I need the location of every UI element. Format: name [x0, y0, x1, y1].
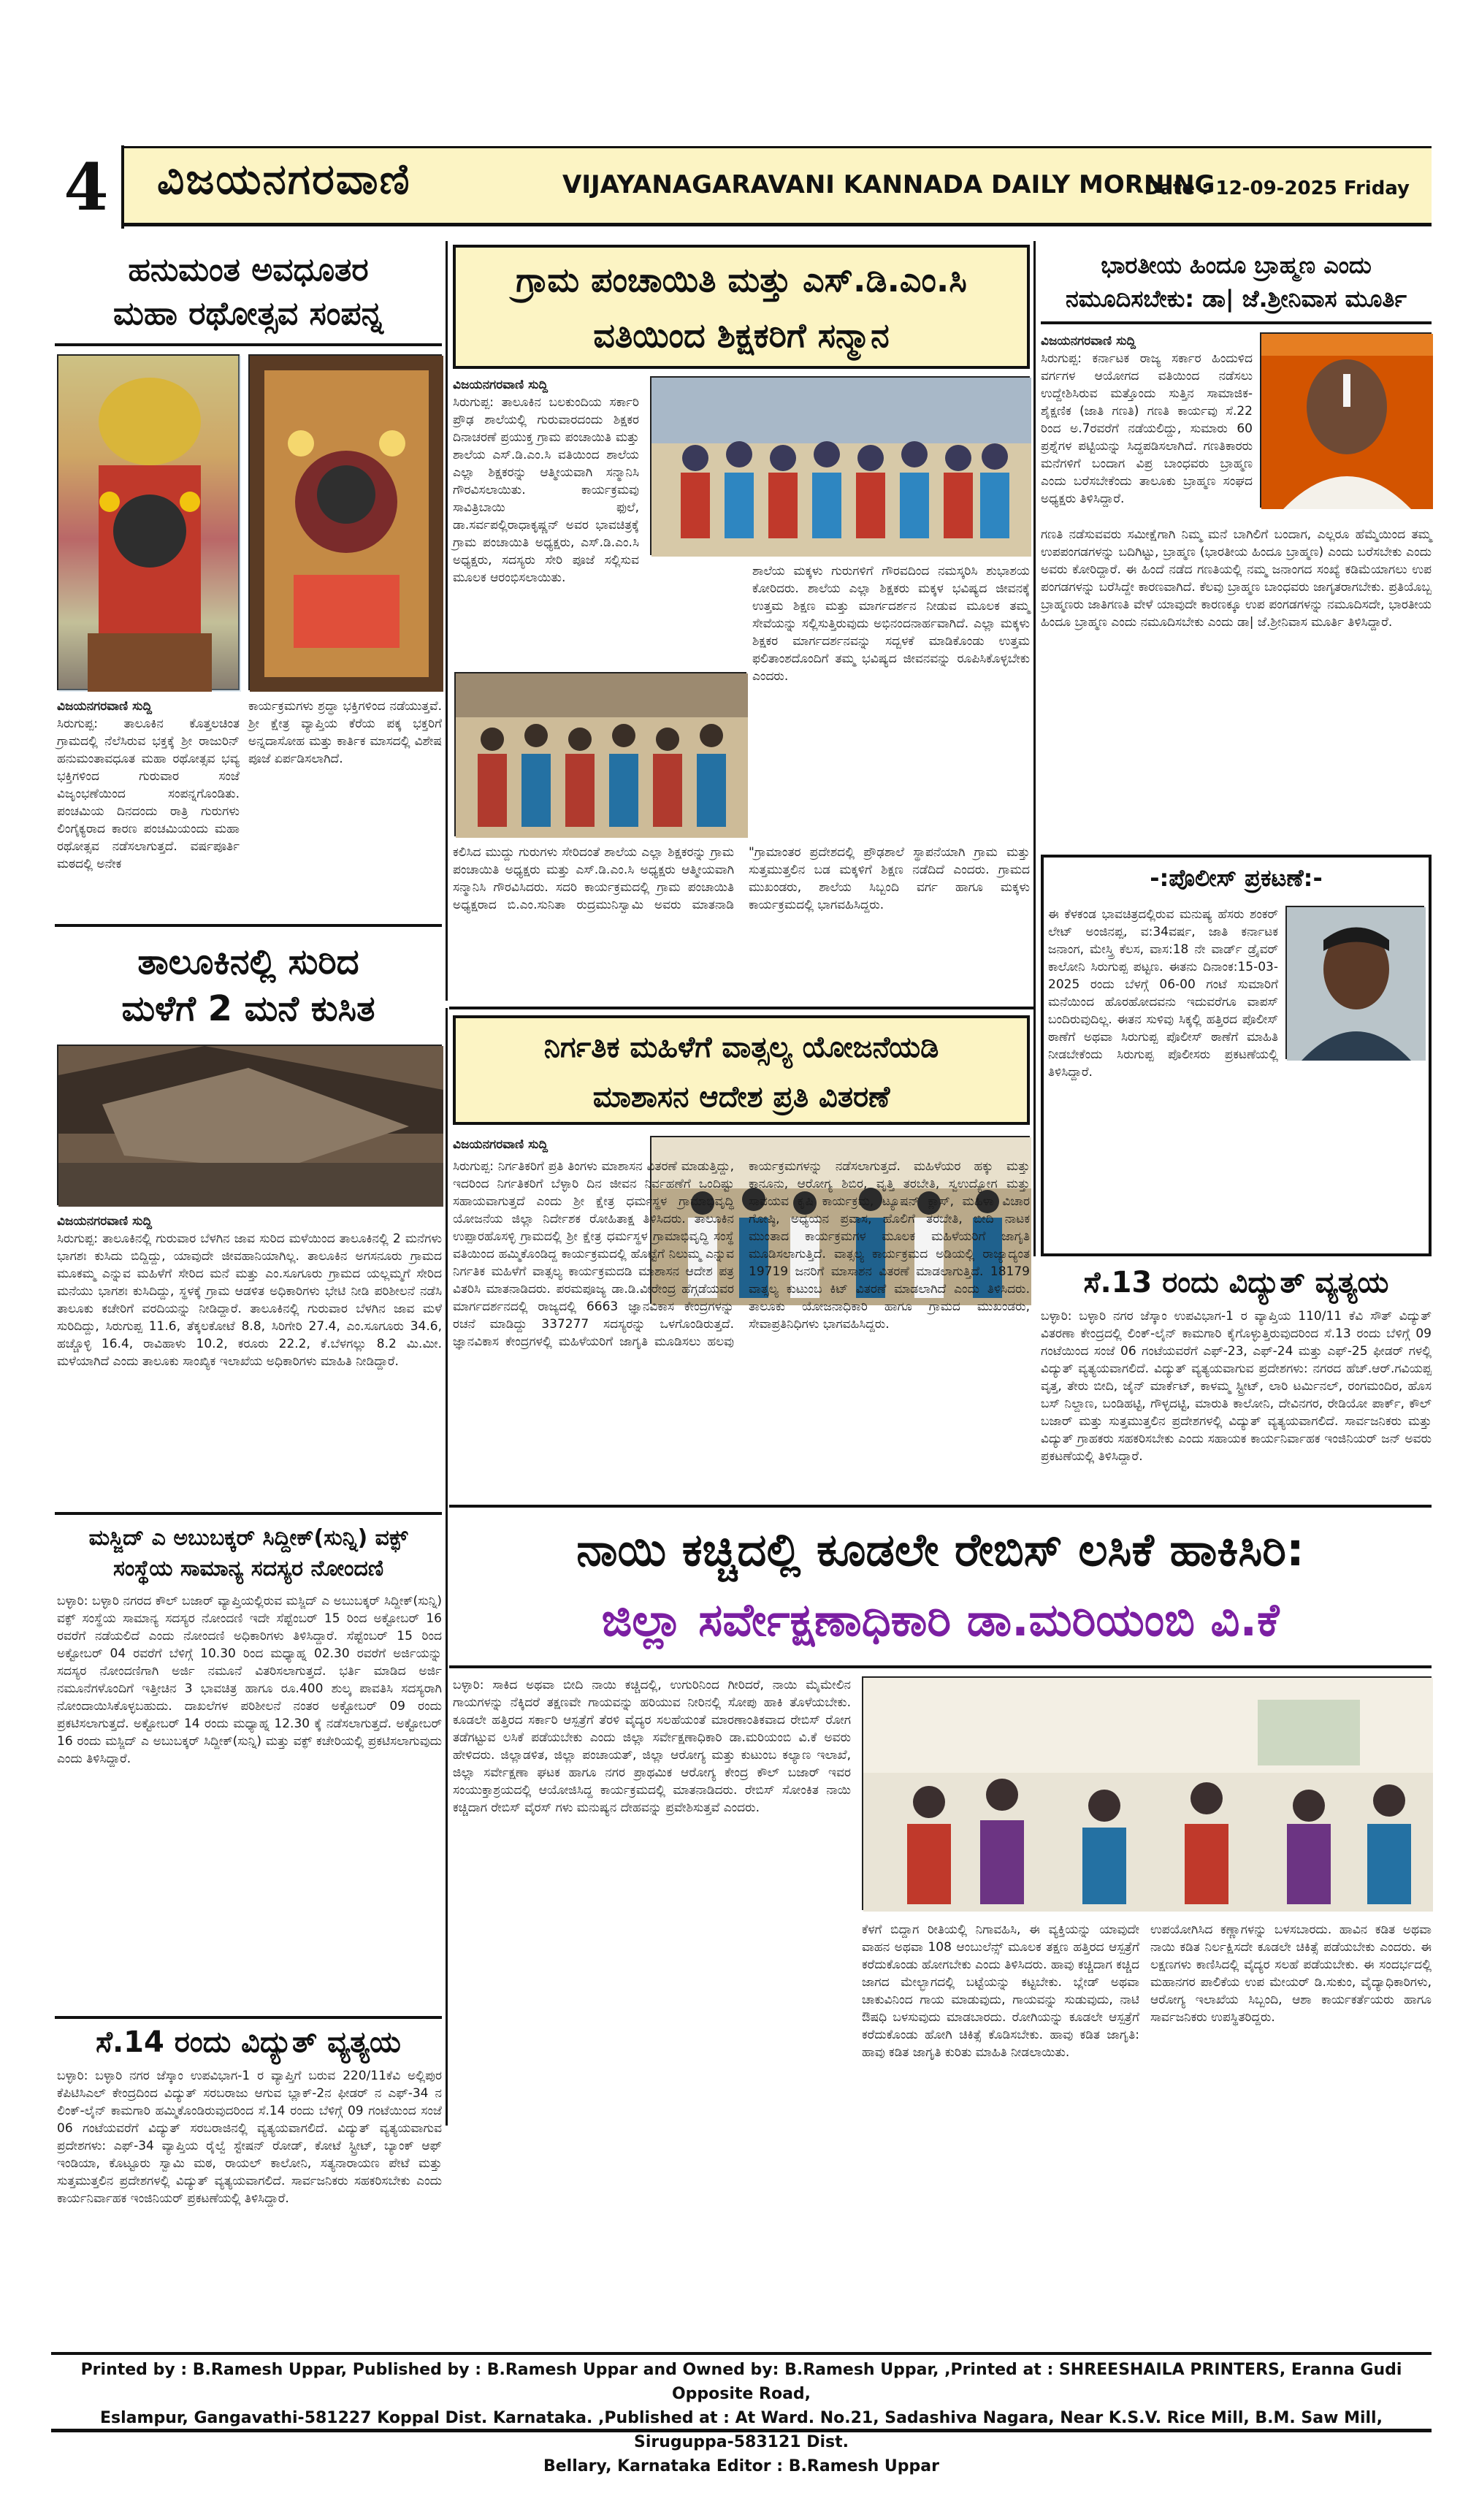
section-divider	[55, 1512, 442, 1515]
group-photo-illustration-2	[456, 673, 748, 838]
headline-underline	[449, 1665, 1432, 1668]
article-naayi-text-3: ಉಪಯೋಗಿಸಿದ ಕಣ್ಣಾಗಳನ್ನು ಬಳಸಬಾರದು. ಹಾವಿನ ಕಡಿತ ಅಥವಾ ನಾಯಿ ಕಡಿತ ನಿರ್ಲಕ್ಷಿಸದೇ ಕೂಡಲೇ ಚಿಕಿತ್ಸೆ ಪಡೆಯಬೇಕು ಎಂದರು. ಈ ಲಕ್ಷಣಗಳು ಕಾಣಿಸಿದಲ್ಲಿ ವೈದ್ಯರ ಸಲಹೆ ಪಡೆಯಬೇಕು. ಈ ಸಂದರ್ಭದಲ್ಲಿ ಮಹಾನಗರ ಪಾಲಿಕೆಯ ಉಪ ಮೇಯರ್ ಡಿ.ಸುಕುಂ, ವೈದ್ಯಾಧಿಕಾರಿಗಳು, ಆರೋಗ್ಯ ಇಲಾಖೆಯ ಸಿಬ್ಬಂದಿ, ಆಶಾ ಕಾರ್ಯಕರ್ತೆಯರು ಹಾಗೂ ಸಾರ್ವಜನಿಕರು ಉಪಸ್ಥಿತರಿದ್ದರು.	[1150, 1923, 1432, 2025]
byline: ವಿಜಯನಗರವಾಣಿ ಸುದ್ದಿ	[57, 699, 153, 714]
article-bharathiya-text-1: ವಿಜಯನಗರವಾಣಿ ಸುದ್ದಿ ಸಿರುಗುಪ್ಪ: ಕರ್ನಾಟಕ ರಾಜ್ಯ ಸರ್ಕಾರ ಹಿಂದುಳಿದ ವರ್ಗಗಳ ಆಯೋಗದ ವತಿಯಿಂದ ನಡೆಸಲು ಉದ್ದೇಶಿಸಿರುವ ಮತ್ತೊಂದು ಸುತ್ತಿನ ಸಾಮಾಜಿಕ-ಶೈಕ್ಷಣಿಕ (ಜಾತಿ ಗಣತಿ) ಗಣತಿ ಕಾರ್ಯವು ಸೆ.22 ರಿಂದ ಅ.7ರವರೆಗೆ ನಡೆಯಲಿದ್ದು, ಸುಮಾರು 60 ಪ್ರಶ್ನೆಗಳ ಪಟ್ಟಿಯನ್ನು ಸಿದ್ಧಪಡಿಸಲಾಗಿದೆ. ಗಣತಿಕಾರರು ಮನೆಗಳಿಗೆ ಬಂದಾಗ ವಿಪ್ರ ಬಾಂಧವರು ಬ್ರಾಹ್ಮಣ ಎಂದು ಬರೆಸಬೇಕೆಂದು ತಾಲೂಕು ಬ್ರಾಹ್ಮಣ ಸಂಘದ ಅಧ್ಯಕ್ಷರು ತಿಳಿಸಿದ್ದಾರೆ.	[1041, 334, 1253, 506]
deity-illustration	[250, 356, 443, 692]
missing-person-illustration	[1287, 907, 1426, 1061]
headline-bharathiya: ಭಾರತೀಯ ಹಿಂದೂ ಬ್ರಾಹ್ಮಣ ಎಂದು ನಮೂದಿಸಬೇಕು: ಡಾ| ಜೆ.ಶ್ರೀನಿವಾಸ ಮೂರ್ತಿ	[1066, 251, 1407, 313]
byline: ವಿಜಯನಗರವಾಣಿ ಸುದ್ದಿ	[57, 1214, 153, 1229]
article-talukinalli-text: ವಿಜಯನಗರವಾಣಿ ಸುದ್ದಿ ಸಿರುಗುಪ್ಪ: ತಾಲೂಕಿನಲ್ಲಿ ಗುರುವಾರ ಬೆಳಗಿನ ಜಾವ ಸುರಿದ ಮಳೆಯಿಂದ ತಾಲೂಕಿನಲ್ಲಿ 2 ಮನೆಗಳು ಭಾಗಶಃ ಕುಸಿದು ಬಿದ್ದಿದ್ದು, ಯಾವುದೇ ಜೀವಹಾನಿಯಾಗಿಲ್ಲ. ತಾಲೂಕಿನ ಅಗಸನೂರು ಗ್ರಾಮದ ಮೂಕಮ್ಮ ಎನ್ನುವ ಮಹಿಳೆಗೆ ಸೇರಿದ ಮನೆ ಮತ್ತು ಎಂ.ಸೂಗೂರು ಗ್ರಾಮದ ಯಲ್ಲಮ್ಮಗೆ ಸೇರಿದ ಮನೆಯು ಭಾಗಶಃ ಕುಸಿದಿದ್ದು, ಸ್ಥಳಕ್ಕೆ ಗ್ರಾಮ ಆಡಳಿತ ಅಧಿಕಾರಿಗಳು ಭೇಟಿ ನೀಡಿ ಪರಿಶೀಲನೆ ನಡೆಸಿ ತಾಲೂಕು ಕಚೇರಿಗೆ ವರದಿಯನ್ನು ನೀಡಿದ್ದಾರೆ. ತಾಲೂಕಿನಲ್ಲಿ ಗುರುವಾರ ಬೆಳಗಿನ ಜಾವ ಮಳೆ ಸುರಿದಿದ್ದು, ಸಿರುಗುಪ್ಪ 11.6, ತೆಕ್ಕಲಕೋಟೆ 8.8, ಸಿರಿಗೇರಿ 27.4, ಎಂ.ಸೂಗೂರು 34.6, ಹಚ್ಚೊಳ್ಳಿ 16.4, ರಾವಿಹಾಳು 10.2, ಕರೂರು 22.2, ಕೆ.ಬೆಳಗಲ್ಲು 8.2 ಮಿ.ಮೀ. ಮಳೆಯಾಗಿದೆ ಎಂದು ತಾಲೂಕು ಸಾಂಖ್ಯಿಕ ಇಲಾಖೆಯ ಅಧಿಕಾರಿಗಳು ಮಾಹಿತಿ ನೀಡಿದ್ದಾರೆ.	[57, 1214, 442, 1369]
footer-line-2: Eslampur, Gangavathi-581227 Koppal Dist. Karnataka. ,Published at : At Ward. No.21, Sadashiva Nagara, Near K.S.V. Rice Mill, B.M. Saw Mill, Siruguppa-583121 Dist.	[100, 2409, 1383, 2451]
issue-date: Date : 12-09-2025 Friday	[1144, 177, 1410, 199]
headline-police: -:ಪೊಲೀಸ್ ಪ್ರಕಟಣೆ:-	[1150, 864, 1323, 892]
headline-underline	[1041, 321, 1432, 324]
headline-nirgathika: ನಿರ್ಗತಿಕ ಮಹಿಳೆಗೆ ವಾತ್ಸಲ್ಯ ಯೋಜನೆಯಡಿ ಮಾಶಾಸನ ಆದೇಶ ಪ್ರತಿ ವಿತರಣೆ	[453, 1015, 1030, 1125]
photo-collapsed-house	[57, 1045, 442, 1205]
column-divider	[446, 241, 448, 1001]
byline: ವಿಜಯನಗರವಾಣಿ ಸುದ್ದಿ	[453, 378, 549, 392]
section-divider	[449, 1505, 1432, 1508]
photo-teachers-felicitation	[650, 376, 1030, 555]
masthead	[51, 146, 1432, 226]
collapsed-house-illustration	[58, 1046, 443, 1207]
newspaper-title-kannada: ವಿಜಯನಗರವಾಣಿ	[157, 154, 411, 204]
article-nirgathika-text: ಸಿರುಗುಪ್ಪ: ನಿರ್ಗತಿಕರಿಗೆ ಪ್ರತಿ ತಿಂಗಳು ಮಾಶಾಸನ ವಿತರಣೆ ಮಾಡುತ್ತಿದ್ದು, ಇದರಿಂದ ನಿರ್ಗತಿಕರಿಗೆ ಬೆಳ್ಳಾರಿ ದಿನ ಜೀವನ ನಿರ್ವಹಣೆಗೆ ಒಂದಿಷ್ಟು ಸಹಾಯವಾಗುತ್ತದೆ ಎಂದು ಶ್ರೀ ಕ್ಷೇತ್ರ ಧರ್ಮಸ್ಥಳ ಗ್ರಾಮಾಭಿವೃದ್ಧಿ ಯೋಜನೆಯ ಜಿಲ್ಲಾ ನಿರ್ದೇಶಕ ರೋಹಿತಾಕ್ಷ ತಿಳಿಸಿದರು. ತಾಲೂಕಿನ ಉಪ್ಪಾರಹೊಸಳ್ಳಿ ಗ್ರಾಮದಲ್ಲಿ ಶ್ರೀ ಕ್ಷೇತ್ರ ಧರ್ಮಸ್ಥಳ ಗ್ರಾಮಾಭಿವೃದ್ಧಿ ಸಂಸ್ಥೆ ವತಿಯಿಂದ ಹಮ್ಮಿಕೊಂಡಿದ್ದ ಕಾರ್ಯಕ್ರಮದಲ್ಲಿ ಹೊಟ್ಟೆಗೆ ನಿಲುಮ್ಮ ಎನ್ನುವ ನಿರ್ಗತಿಕ ಮಹಿಳೆಗೆ ವಾತ್ಸಲ್ಯ ಕಾರ್ಯಕ್ರಮದಡಿ ಮಾಶಾಸನ ಆದೇಶ ಪತ್ರ ವಿತರಿಸಿ ಮಾತನಾಡಿದರು. ಪರಮಪೂಜ್ಯ ಡಾ.ಡಿ.ವೀರೇಂದ್ರ ಹೆಗ್ಗಡೆಯವರ ಮಾರ್ಗದರ್ಶನದಲ್ಲಿ ರಾಜ್ಯದಲ್ಲಿ 6663 ಜ್ಞಾನವಿಕಾಸ ಕೇಂದ್ರಗಳನ್ನು ರಚನೆ ಮಾಡಿದ್ದು 337277 ಸದಸ್ಯರನ್ನು ಒಳಗೊಂಡಿರುತ್ತದೆ. ಜ್ಞಾನವಿಕಾಸ ಕೇಂದ್ರಗಳಲ್ಲಿ ಮಹಿಳೆಯರಿಗೆ ಜಾಗೃತಿ ಮೂಡಿಸಲು ಹಲವು ಕಾರ್ಯಕ್ರಮಗಳನ್ನು ನಡೆಸಲಾಗುತ್ತದೆ. ಮಹಿಳೆಯರ ಹಕ್ಕು ಮತ್ತು ಕಾನೂನು, ಆರೋಗ್ಯ ಶಿಬಿರ, ವೃತ್ತಿ ತರಬೇತಿ, ಸ್ವಉದ್ಯೋಗ ಮತ್ತು ಸಾವಯವ ಕೃಷಿ ಕಾರ್ಯಕ್ರಮ, ಟ್ಯೂಷನ್ ಕ್ಲಾಸ್, ಮಹಿಳಾ ವಿಚಾರ ಗೋಷ್ಠಿ, ಅಧ್ಯಯನ ಪ್ರವಾಸ, ಹೊಲಿಗೆ ತರಬೇತಿ, ಬೀದಿ ನಾಟಕ ಮುಂತಾದ ಕಾರ್ಯಕ್ರಮಗಳ ಮೂಲಕ ಮಹಿಳೆಯರಿಗೆ ಜಾಗೃತಿ ಮೂಡಿಸಲಾಗುತ್ತಿದೆ. ವಾತ್ಸಲ್ಯ ಕಾರ್ಯಕ್ರಮದ ಅಡಿಯಲ್ಲಿ ರಾಜ್ಯಾದ್ಯಂತ 19719 ಜನರಿಗೆ ಮಾಸಾಶನ ವಿತರಣೆ ಮಾಡಲಾಗುತ್ತಿದೆ. 18179 ವಾತ್ಸಲ್ಯ ಕುಟುಂಬ ಕಿಟ್ ವಿತರಣೆ ಮಾಡಲಾಗಿದೆ ಎಂದು ತಿಳಿಸಿದರು. ತಾಲೂಕು ಯೋಜನಾಧಿಕಾರಿ ಹಾಗೂ ಗ್ರಾಮದ ಮುಖಂಡರು, ಸೇವಾಪ್ರತಿನಿಧಿಗಳು ಭಾಗವಹಿಸಿದ್ದರು.	[453, 1159, 1030, 1349]
article-masjid-text: ಬಳ್ಳಾರಿ: ಬಳ್ಳಾರಿ ನಗರದ ಕೌಲ್ ಬಜಾರ್ ವ್ಯಾಪ್ತಿಯಲ್ಲಿರುವ ಮಸ್ಜಿದ್ ಎ ಅಬುಬಕ್ಕರ್ ಸಿದ್ದೀಕ್(ಸುನ್ನಿ) ವಕ್ಫ್ ಸಂಸ್ಥೆಯ ಸಾಮಾನ್ಯ ಸದಸ್ಯರ ನೋಂದಣಿ ಇದೇ ಸೆಪ್ಟೆಂಬರ್ 15 ರಿಂದ ಅಕ್ಟೋಬರ್ 16 ರವರೆಗೆ ನಡೆಯಲಿದೆ ಎಂದು ನೋಂದಣಿ ಅಧಿಕಾರಿಗಳು ತಿಳಿಸಿದ್ದಾರೆ. ಸೆಪ್ಟೆಂಬರ್ 15 ರಿಂದ ಅಕ್ಟೋಬರ್ 04 ರವರೆಗೆ ಬೆಳಿಗ್ಗೆ 10.30 ರಿಂದ ಮಧ್ಯಾಹ್ನ 02.30 ರವರೆಗೆ ಅರ್ಜಿಯನ್ನು ಸದಸ್ಯರ ನೋಂದಣಿಗಾಗಿ ಅರ್ಜಿ ನಮೂನೆ ವಿತರಿಸಲಾಗುತ್ತದೆ. ಭರ್ತಿ ಮಾಡಿದ ಅರ್ಜಿ ನಮೂನೆಗಳೊಂದಿಗೆ ಇತ್ತೀಚಿನ 3 ಭಾವಚಿತ್ರ ಹಾಗೂ ರೂ.400 ಶುಲ್ಕ ಪಾವತಿಸಿ ಸದಸ್ಯರಾಗಿ ನೋಂದಾಯಿಸಿಕೊಳ್ಳಬಹುದು. ದಾಖಲೆಗಳ ಪರಿಶೀಲನೆ ನಂತರ ಅಕ್ಟೋಬರ್ 09 ರಂದು ಪ್ರಕಟಿಸಲಾಗುತ್ತದೆ. ಅಕ್ಟೋಬರ್ 14 ರಂದು ಮಧ್ಯಾಹ್ನ 12.30 ಕ್ಕೆ ನಡೆಸಲಾಗುತ್ತದೆ. ಅಕ್ಟೋಬರ್ 16 ರಂದು ಮಸ್ಜಿದ್ ಎ ಅಬುಬಕ್ಕರ್ ಸಿದ್ದೀಕ್(ಸುನ್ನಿ) ಮತ್ತು ವಕ್ಫ್ ಕಚೇರಿಯಲ್ಲಿ ಪ್ರಕಟಿಸಲಾಗುವುದು ಎಂದು ತಿಳಿಸಿದ್ದಾರೆ.	[57, 1594, 442, 1766]
headline-grama: ಗ್ರಾಮ ಪಂಚಾಯಿತಿ ಮತ್ತು ಎಸ್.ಡಿ.ಎಂ.ಸಿ ವತಿಯಿಂದ ಶಿಕ್ಷಕರಿಗೆ ಸನ್ಮಾನ	[453, 245, 1030, 369]
section-divider	[55, 2016, 442, 2019]
headline-underline	[55, 343, 442, 346]
footer-line-3: Bellary, Karnataka Editor : B.Ramesh Uppar	[543, 2457, 939, 2475]
photo-deity	[248, 354, 442, 690]
article-bharathiya-text-2: ಗಣತಿ ನಡೆಸುವವರು ಸಮೀಕ್ಷೆಗಾಗಿ ನಿಮ್ಮ ಮನೆ ಬಾಗಿಲಿಗೆ ಬಂದಾಗ, ಎಲ್ಲರೂ ಹೆಮ್ಮೆಯಿಂದ ತಮ್ಮ ಉಪಪಂಗಡಗಳನ್ನು ಬದಿಗಿಟ್ಟು, ಬ್ರಾಹ್ಮಣ (ಭಾರತೀಯ ಹಿಂದೂ ಬ್ರಾಹ್ಮಣ) ಎಂದು ಬರೆಸಬೇಕು ಎಂದು ಅವರು ಕೋರಿದ್ದಾರೆ. ಈ ಹಿಂದೆ ನಡೆದ ಗಣತಿಯಲ್ಲಿ ನಮ್ಮ ಜನಾಂಗದ ಸಂಖ್ಯೆ ಕಡಿಮೆಯಾಗಲು ಉಪ ಪಂಗಡಗಳನ್ನು ಬರೆಸಿದ್ದೇ ಕಾರಣವಾಗಿದೆ. ಕೆಲವು ಬ್ರಾಹ್ಮಣ ಬಾಂಧವರು ಜಾಗೃತರಾಗಬೇಕು. ಪ್ರತಿಯೊಬ್ಬ ಬ್ರಾಹ್ಮಣರು ಜಾತಿಗಣತಿ ವೇಳೆ ಯಾವುದೇ ಕಾರಣಕ್ಕೂ ಉಪ ಪಂಗಡಗಳನ್ನು ನಮೂದಿಸದೇ, ಭಾರತೀಯ ಹಿಂದೂ ಬ್ರಾಹ್ಮಣ ಎಂದು ನಮೂದಿಸಬೇಕು ಎಂದು ಡಾ| ಜೆ.ಶ್ರೀನಿವಾಸ ಮೂರ್ತಿ ತಿಳಿಸಿದ್ದಾರೆ.	[1041, 527, 1432, 630]
article-police-text: ಈ ಕೆಳಕಂಡ ಭಾವಚಿತ್ರದಲ್ಲಿರುವ ಮನುಷ್ಯ ಹೆಸರು ಶಂಕರ್ ಲೇಟ್ ಅಂಜಿನಪ್ಪ, ವ:34ವರ್ಷ, ಜಾತಿ ಕರ್ನಾಟಕ ಜನಾಂಗ, ಮೇಸ್ತ್ರಿ ಕೆಲಸ, ವಾಸ:18 ನೇ ವಾರ್ಡ್ ಡ್ರೈವರ್ ಕಾಲೋನಿ ಸಿರುಗುಪ್ಪ ಪಟ್ಟಣ. ಈತನು ದಿನಾಂಕ:15-03-2025 ರಂದು ಬೆಳಗ್ಗೆ 06-00 ಗಂಟೆ ಸುಮಾರಿಗೆ ಮನೆಯಿಂದ ಹೊರಹೋದವನು ಇದುವರೆಗೂ ವಾಪಸ್ ಬಂದಿರುವುದಿಲ್ಲ. ಈತನ ಸುಳಿವು ಸಿಕ್ಕಲ್ಲಿ ಹತ್ತಿರದ ಪೊಲೀಸ್ ಠಾಣೆಗೆ ಅಥವಾ ಸಿರುಗುಪ್ಪ ಪೊಲೀಸ್ ಠಾಣೆಗೆ ಮಾಹಿತಿ ನೀಡಬೇಕೆಂದು ಸಿರುಗುಪ್ಪ ಪೊಲೀಸರು ಪ್ರಕಟಣೆಯಲ್ಲಿ ತಿಳಿಸಿದ್ದಾರೆ.	[1048, 907, 1278, 1080]
article-s14-text: ಬಳ್ಳಾರಿ: ಬಳ್ಳಾರಿ ನಗರ ಜೆಸ್ಕಾಂ ಉಪವಿಭಾಗ-1 ರ ವ್ಯಾಪ್ತಿಗೆ ಬರುವ 220/11ಕೆವಿ ಅಲ್ಲಿಪುರ ಕೆಪಿಟಿಸಿಎಲ್ ಕೇಂದ್ರದಿಂದ ವಿದ್ಯುತ್ ಸರಬರಾಜು ಆಗುವ ಬ್ಲಾಕ್-2ನ ಫೀಡರ್ ನ ಎಫ್-34 ನ ಲಿಂಕ್-ಲೈನ್ ಕಾಮಗಾರಿ ಹಮ್ಮಿಕೊಂಡಿರುವುದರಿಂದ ಸೆ.14 ರಂದು ಬೆಳಿಗ್ಗೆ 09 ಗಂಟೆಯಿಂದ ಸಂಜೆ 06 ಗಂಟೆಯವರೆಗೆ ವಿದ್ಯುತ್ ಸರಬರಾಜಿನಲ್ಲಿ ವ್ಯತ್ಯಯವಾಗಲಿದೆ. ವಿದ್ಯುತ್ ವ್ಯತ್ಯಯವಾಗುವ ಪ್ರದೇಶಗಳು: ಎಫ್-34 ವ್ಯಾಪ್ತಿಯ ರೈಲ್ವೆ ಸ್ಟೇಷನ್ ರೋಡ್, ಕೋಟೆ ಸ್ಟ್ರೀಟ್, ಬ್ಯಾಂಕ್ ಆಫ್ ಇಂಡಿಯಾ, ಕೊಟ್ಟೂರು ಸ್ವಾಮಿ ಮಠ, ರಾಯಲ್ ಕಾಲೋನಿ, ಸತ್ಯನಾರಾಯಣ ಪೇಟೆ ಮತ್ತು ಸುತ್ತಮುತ್ತಲಿನ ಪ್ರದೇಶಗಳಲ್ಲಿ ವಿದ್ಯುತ್ ವ್ಯತ್ಯಯವಾಗಲಿದೆ. ಸಾರ್ವಜನಿಕರು ಸಹಕರಿಸಬೇಕು ಎಂದು ಕಾರ್ಯನಿರ್ವಾಹಕ ಇಂಜಿನಿಯರ್ ಪ್ರಕಟಣೆಯಲ್ಲಿ ತಿಳಿಸಿದ್ದಾರೆ.	[57, 2069, 442, 2206]
headline-s14: ಸೆ.14 ರಂದು ವಿದ್ಯುತ್ ವ್ಯತ್ಯಯ	[96, 2025, 401, 2059]
article-naayi-text-2: ಕೆಳಗೆ ಬಿದ್ದಾಗ ರೀತಿಯಲ್ಲಿ ನಿಗಾವಹಿಸಿ, ಈ ವ್ಯಕ್ತಿಯನ್ನು ಯಾವುದೇ ವಾಹನ ಅಥವಾ 108 ಆಂಬುಲೆನ್ಸ್ ಮೂಲಕ ತಕ್ಷಣ ಹತ್ತಿರದ ಆಸ್ಪತ್ರೆಗೆ ಕರೆದುಕೊಂಡು ಹೋಗಬೇಕು ಎಂದು ತಿಳಿಸಿದರು. ಹಾವು ಕಚ್ಚಿದಾಗ ಕಚ್ಚಿದ ಜಾಗದ ಮೇಲ್ಭಾಗದಲ್ಲಿ ಬಟ್ಟೆಯನ್ನು ಕಟ್ಟಬೇಕು. ಬ್ಲೇಡ್ ಅಥವಾ ಚಾಕುವಿನಿಂದ ಗಾಯ ಮಾಡುವುದು, ಗಾಯವನ್ನು ಸುಡುವುದು, ನಾಟಿ ಔಷಧಿ ಬಳಸುವುದು ಮಾಡಬಾರದು. ರೋಗಿಯನ್ನು ಕೂಡಲೇ ಆಸ್ಪತ್ರೆಗೆ ಕರೆದುಕೊಂಡು ಹೋಗಿ ಚಿಕಿತ್ಸೆ ಕೊಡಿಸಬೇಕು. ಹಾವು ಕಡಿತ ಜಾಗೃತಿ: ಹಾವು ಕಡಿತ ಜಾಗೃತಿ ಕುರಿತು ಮಾಹಿತಿ ನೀಡಲಾಯಿತು.	[862, 1923, 1139, 2060]
footer-line-1: Printed by : B.Ramesh Uppar, Published by : B.Ramesh Uppar and Owned by: B.Ramesh Uppar, ,Printed at : SHREESHAILA PRINTERS, Eranna Gudi Opposite Road,	[80, 2361, 1402, 2403]
column-divider	[446, 1008, 448, 2126]
chariot-illustration	[58, 356, 241, 692]
photo-chariot	[57, 354, 240, 690]
group-photo-illustration	[651, 378, 1031, 557]
page-number: 4	[51, 145, 124, 229]
byline: ವಿಜಯನಗರವಾಣಿ ಸುದ್ದಿ	[453, 1137, 549, 1152]
section-divider	[55, 924, 442, 927]
headline-naayi: ನಾಯಿ ಕಚ್ಚಿದಲ್ಲಿ ಕೂಡಲೇ ರೇಬಿಸ್ ಲಸಿಕೆ ಹಾಕಿಸಿರಿ: ಜಿಲ್ಲಾ ಸರ್ವೇಕ್ಷಣಾಧಿಕಾರಿ ಡಾ.ಮರಿಯಂಬಿ ವಿ.ಕೆ	[576, 1523, 1304, 1646]
awareness-program-illustration	[863, 1678, 1433, 1912]
article-hanumantha-text-right: ಕಾರ್ಯಕ್ರಮಗಳು ಶ್ರದ್ಧಾ ಭಕ್ತಿಗಳಿಂದ ನಡೆಯುತ್ತವೆ. ಶ್ರೀ ಕ್ಷೇತ್ರ ವ್ಯಾಪ್ತಿಯ ಕೆರೆಯ ಪಕ್ಕ ಭಕ್ತರಿಗೆ ಅನ್ನದಾಸೋಹ ಮತ್ತು ಕಾರ್ತಿಕ ಮಾಸದಲ್ಲಿ ವಿಶೇಷ ಪೂಜೆ ಏರ್ಪಡಿಸಲಾಗಿದೆ.	[248, 699, 442, 766]
section-divider	[449, 1007, 1033, 1009]
article-grama-text-3	[752, 672, 1030, 836]
column-divider	[1033, 241, 1036, 1256]
article-naayi-text-1: ಬಳ್ಳಾರಿ: ಸಾಕಿದ ಅಥವಾ ಬೀದಿ ನಾಯಿ ಕಚ್ಚಿದಲ್ಲಿ, ಉಗುರಿನಿಂದ ಗೀರಿದರೆ, ನಾಯಿ ಮೈಮೇಲಿನ ಗಾಯಗಳನ್ನು ನೆಕ್ಕಿದರೆ ತಕ್ಷಣವೇ ಗಾಯವನ್ನು ಹರಿಯುವ ನೀರಿನಲ್ಲಿ ಸೋಪು ಹಾಕಿ ತೊಳೆಯಬೇಕು. ಕೂಡಲೇ ಹತ್ತಿರದ ಸರ್ಕಾರಿ ಆಸ್ಪತ್ರೆಗೆ ತೆರಳಿ ವೈದ್ಯರ ಸಲಹೆಯಂತೆ ಮಾರಣಾಂತಿಕವಾದ ರೇಬಿಸ್ ರೋಗ ತಡೆಗಟ್ಟುವ ಲಸಿಕೆ ಪಡೆಯಬೇಕು ಎಂದು ಜಿಲ್ಲಾ ಸರ್ವೇಕ್ಷಣಾಧಿಕಾರಿ ಡಾ.ಮರಿಯಂಬಿ ವಿ.ಕೆ ಅವರು ಹೇಳಿದರು. ಜಿಲ್ಲಾಡಳಿತ, ಜಿಲ್ಲಾ ಪಂಚಾಯತ್, ಜಿಲ್ಲಾ ಆರೋಗ್ಯ ಮತ್ತು ಕುಟುಂಬ ಕಲ್ಯಾಣ ಇಲಾಖೆ, ಜಿಲ್ಲಾ ಸರ್ವೇಕ್ಷಣಾ ಘಟಕ ಹಾಗೂ ನಗರ ಪ್ರಾಥಮಿಕ ಆರೋಗ್ಯ ಕೇಂದ್ರ ಕೌಲ್ ಬಜಾರ್ ಇವರ ಸಂಯುಕ್ತಾಶ್ರಯದಲ್ಲಿ ಆಯೋಜಿಸಿದ್ದ ಕಾರ್ಯಕ್ರಮದಲ್ಲಿ ಮಾತನಾಡಿದರು. ರೇಬಿಸ್ ಸೋಂಕಿತ ನಾಯಿ ಕಚ್ಚಿದಾಗ ರೇಬಿಸ್ ವೈರಸ್ ಗಳು ಮನುಷ್ಯನ ದೇಹವನ್ನು ಪ್ರವೇಶಿಸುತ್ತವೆ ಎಂದರು.	[453, 1678, 851, 1815]
photo-rabies-awareness	[862, 1676, 1432, 1910]
headline-hanumantha: ಹನುಮಂತ ಅವಧೂತರ ಮಹಾ ರಥೋತ್ಸವ ಸಂಪನ್ನ	[113, 251, 383, 332]
headline-s13: ಸೆ.13 ರಂದು ವಿದ್ಯುತ್ ವ್ಯತ್ಯಯ	[1083, 1266, 1389, 1299]
photo-felicitation-2	[454, 672, 746, 836]
article-grama-text-2b	[453, 562, 741, 665]
article-grama-text-4: ಕಲಿಸಿದ ಮುದ್ದು ಗುರುಗಳು ಸೇರಿದಂತೆ ಶಾಲೆಯ ಎಲ್ಲಾ ಶಿಕ್ಷಕರನ್ನು ಗ್ರಾಮ ಪಂಚಾಯಿತಿ ಅಧ್ಯಕ್ಷರು ಮತ್ತು ಎಸ್.ಡಿ.ಎಂ.ಸಿ ಅಧ್ಯಕ್ಷರು ಆತ್ಮೀಯವಾಗಿ ಸನ್ಮಾನಿಸಿ ಗೌರವಿಸಿದರು. ಸದರಿ ಕಾರ್ಯಕ್ರಮದಲ್ಲಿ ಗ್ರಾಮ ಪಂಚಾಯಿತಿ ಅಧ್ಯಕ್ಷರಾದ ಬಿ.ಎಂ.ಸುನಿತಾ ರುದ್ರಮುನಿಸ್ವಾಮಿ ಅವರು ಮಾತನಾಡಿ "ಗ್ರಾಮಾಂತರ ಪ್ರದೇಶದಲ್ಲಿ ಪ್ರೌಢಶಾಲೆ ಸ್ಥಾಪನೆಯಾಗಿ ಗ್ರಾಮ ಮತ್ತು ಸುತ್ತಮುತ್ತಲಿನ ಬಡ ಮಕ್ಕಳಿಗೆ ಶಿಕ್ಷಣ ನಡೆದಿದೆ ಎಂದರು. ಗ್ರಾಮದ ಮುಖಂಡರು, ಶಾಲೆಯ ಸಿಬ್ಬಂದಿ ವರ್ಗ ಹಾಗೂ ಮಕ್ಕಳು ಕಾರ್ಯಕ್ರಮದಲ್ಲಿ ಭಾಗವಹಿಸಿದ್ದರು.	[453, 845, 1030, 912]
imprint-footer	[51, 2352, 1432, 2475]
newspaper-title-english: VIJAYANAGARAVANI KANNADA DAILY MORNING	[562, 170, 1215, 199]
photo-missing-person	[1285, 906, 1424, 1059]
headline-masjid: ಮಸ್ಜಿದ್ ಎ ಅಬುಬಕ್ಕರ್ ಸಿದ್ದೀಕ್(ಸುನ್ನಿ) ವಕ್ಫ್ ಸಂಸ್ಥೆಯ ಸಾಮಾನ್ಯ ಸದಸ್ಯರ ನೋಂದಣಿ	[88, 1525, 408, 1581]
photo-srinivasa-murthy	[1260, 332, 1432, 508]
byline: ವಿಜಯನಗರವಾಣಿ ಸುದ್ದಿ	[1041, 334, 1136, 348]
article-hanumantha-text-left: ವಿಜಯನಗರವಾಣಿ ಸುದ್ದಿ ಸಿರುಗುಪ್ಪ: ತಾಲೂಕಿನ ಕೊತ್ತಲಚಿಂತ ಗ್ರಾಮದಲ್ಲಿ ನೆಲೆಸಿರುವ ಭಕ್ತಕ್ಕೆ ಶ್ರೀ ರಾಜುರಿನ್ ಹನುಮಂತಾವಧೂತ ಮಹಾ ರಥೋತ್ಸವ ಭವ್ಯ ಭಕ್ತಿಗಳಿಂದ ಗುರುವಾರ ಸಂಜೆ ವಿಜೃಂಭಣೆಯಿಂದ ಸಂಪನ್ನಗೊಂಡಿತು. ಪಂಚಮಿಯ ದಿನದಂದು ರಾತ್ರಿ ಗುರುಗಳು ಲಿಂಗೈಕ್ಯರಾದ ಕಾರಣ ಪಂಚಮಿಯಂದು ಮಹಾ ರಥೋತ್ಸವ ನಡೆಸಲಾಗುತ್ತದೆ. ವರ್ಷಪೂರ್ತಿ ಮಠದಲ್ಲಿ ಅನೇಕ	[57, 699, 240, 871]
article-grama-text-1: ವಿಜಯನಗರವಾಣಿ ಸುದ್ದಿ ಸಿರುಗುಪ್ಪ: ತಾಲೂಕಿನ ಬಲಕುಂದಿಯ ಸರ್ಕಾರಿ ಪ್ರೌಢ ಶಾಲೆಯಲ್ಲಿ ಗುರುವಾರದಂದು ಶಿಕ್ಷಕರ ದಿನಾಚರಣೆ ಪ್ರಯುಕ್ತ ಗ್ರಾಮ ಪಂಚಾಯಿತಿ ಮತ್ತು ಶಾಲೆಯ ಎಸ್.ಡಿ.ಎಂ.ಸಿ ವತಿಯಿಂದ ಶಾಲೆಯ ಎಲ್ಲಾ ಶಿಕ್ಷಕರನ್ನು ಆತ್ಮೀಯವಾಗಿ ಸನ್ಮಾನಿಸಿ ಗೌರವಿಸಲಾಯಿತು. ಕಾರ್ಯಕ್ರಮವು ಸಾವಿತ್ರಿಬಾಯಿ ಫುಲೆ, ಡಾ.ಸರ್ವಪಲ್ಲಿರಾಧಾಕೃಷ್ಣನ್ ಅವರ ಭಾವಚಿತ್ರಕ್ಕೆ ಗ್ರಾಮ ಪಂಚಾಯಿತಿ ಅಧ್ಯಕ್ಷರು, ಎಸ್.ಡಿ.ಎಂ.ಸಿ ಅಧ್ಯಕ್ಷರು, ಸದಸ್ಯರು ಸೇರಿ ಪೂಜೆ ಸಲ್ಲಿಸುವ ಮೂಲಕ ಆರಂಭಿಸಲಾಯಿತು.	[453, 378, 639, 585]
article-s13-text: ಬಳ್ಳಾರಿ: ಬಳ್ಳಾರಿ ನಗರ ಜೆಸ್ಕಾಂ ಉಪವಿಭಾಗ-1 ರ ವ್ಯಾಪ್ತಿಯ 110/11 ಕೆವಿ ಸೌತ್ ವಿದ್ಯುತ್ ವಿತರಣಾ ಕೇಂದ್ರದಲ್ಲಿ ಲಿಂಕ್-ಲೈನ್ ಕಾಮಗಾರಿ ಕೈಗೊಳ್ಳುತ್ತಿರುವುದರಿಂದ ಸೆ.13 ರಂದು ಬೆಳಿಗ್ಗೆ 09 ಗಂಟೆಯಿಂದ ಸಂಜೆ 06 ಗಂಟೆಯವರೆಗೆ ಎಫ್-23, ಎಫ್-24 ಮತ್ತು ಎಫ್-25 ಫೀಡರ್ ಗಳಲ್ಲಿ ವಿದ್ಯುತ್ ವ್ಯತ್ಯಯವಾಗಲಿದೆ. ವಿದ್ಯುತ್ ವ್ಯತ್ಯಯವಾಗುವ ಪ್ರದೇಶಗಳು: ನಗರದ ಹೆಚ್.ಆರ್.ಗವಿಯಪ್ಪ ವೃತ್ತ, ತೇರು ಬೀದಿ, ಜೈನ್ ಮಾರ್ಕೆಟ್, ಕಾಳಮ್ಮ ಸ್ಟ್ರೀಟ್, ಲಾರಿ ಟರ್ಮಿನಲ್, ರಂಗಮಂದಿರ, ಹೊಸ ಬಸ್ ನಿಲ್ದಾಣ, ಬಂಡಿಹಟ್ಟಿ, ಗೌಳ್ಳದಟ್ಟಿ, ಮಾರುತಿ ಕಾಲೋನಿ, ದೇವಿನಗರ, ರೇಡಿಯೋ ಪಾರ್ಕ್, ಕೌಲ್ ಬಜಾರ್ ಮತ್ತು ಸುತ್ತಮುತ್ತಲಿನ ಪ್ರದೇಶಗಳಲ್ಲಿ ವಿದ್ಯುತ್ ವ್ಯತ್ಯಯವಾಗಲಿದೆ. ಸಾರ್ವಜನಿಕರು ಮತ್ತು ವಿದ್ಯುತ್ ಗ್ರಾಹಕರು ಸಹಕರಿಸಬೇಕು ಎಂದು ಸಹಾಯಕ ಕಾರ್ಯನಿರ್ವಾಹಕ ಇಂಜಿನಿಯರ್ ಜನ್ ಅವರು ಪ್ರಕಟಣೆಯಲ್ಲಿ ತಿಳಿಸಿದ್ದಾರೆ.	[1041, 1309, 1432, 1464]
portrait-illustration	[1261, 334, 1433, 509]
headline-talukinalli: ತಾಲೂಕಿನಲ್ಲಿ ಸುರಿದ ಮಳೆಗೆ 2 ಮನೆ ಕುಸಿತ	[121, 942, 375, 1029]
article-grama-text-2: ಶಾಲೆಯ ಮಕ್ಕಳು ಗುರುಗಳಿಗೆ ಗೌರವದಿಂದ ನಮಸ್ಕರಿಸಿ ಶುಭಾಶಯ ಕೋರಿದರು. ಶಾಲೆಯ ಎಲ್ಲಾ ಶಿಕ್ಷಕರು ಮಕ್ಕಳ ಭವಿಷ್ಯದ ಜೀವನಕ್ಕೆ ಉತ್ತಮ ಶಿಕ್ಷಣ ಮತ್ತು ಮಾರ್ಗದರ್ಶನ ನೀಡುವ ಮೂಲಕ ತಮ್ಮ ಸೇವೆಯನ್ನು ಸಲ್ಲಿಸುತ್ತಿರುವುದು ಅಭಿನಂದನಾರ್ಹವಾಗಿದೆ. ಎಲ್ಲಾ ಮಕ್ಕಳು ಶಿಕ್ಷಕರ ಮಾರ್ಗದರ್ಶನವನ್ನು ಸದ್ಬಳಕೆ ಮಾಡಿಕೊಂಡು ಉತ್ತಮ ಫಲಿತಾಂಶದೊಂದಿಗೆ ತಮ್ಮ ಭವಿಷ್ಯದ ಜೀವನವನ್ನು ರೂಪಿಸಿಕೊಳ್ಳಬೇಕು ಎಂದರು.	[752, 564, 1030, 684]
